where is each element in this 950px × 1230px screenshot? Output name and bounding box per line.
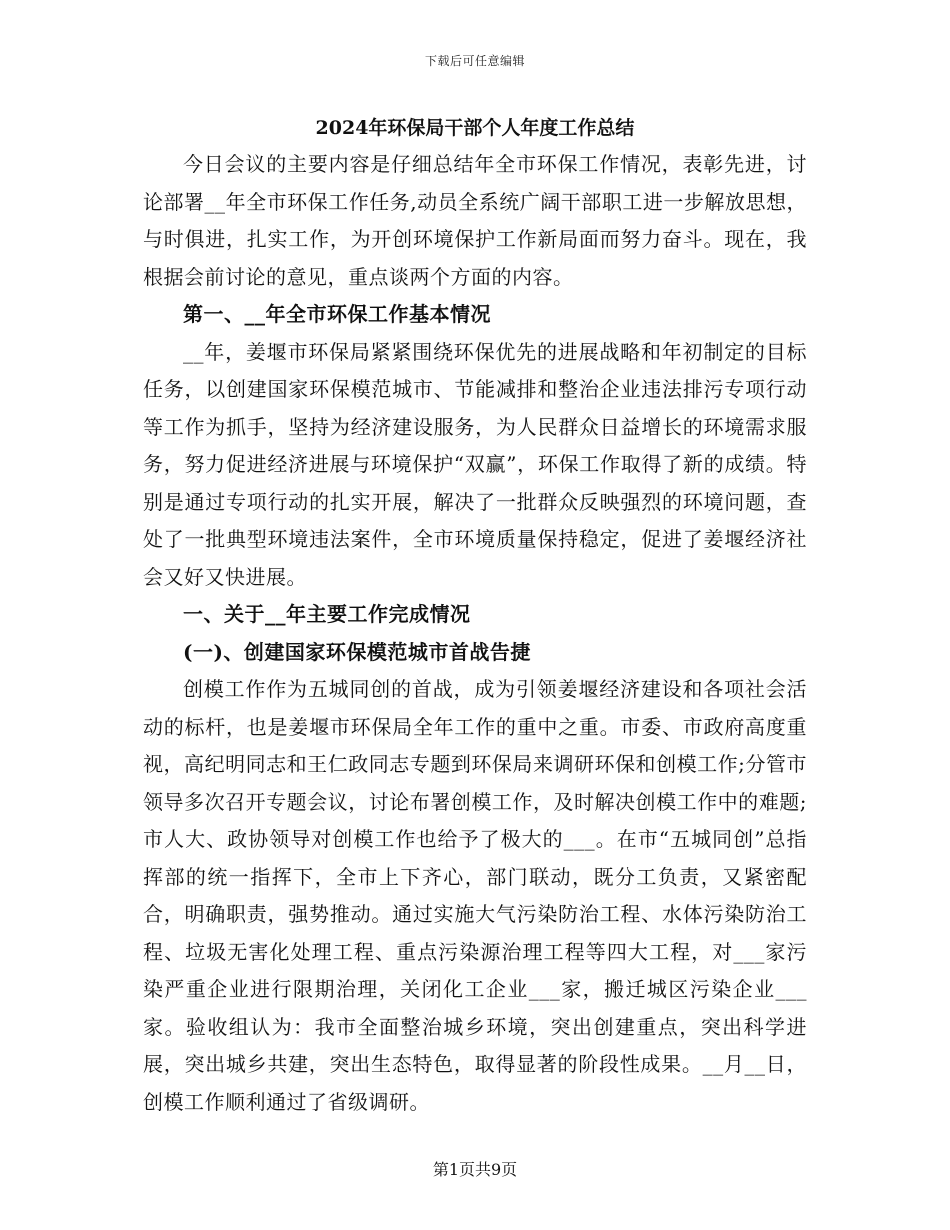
header-note: 下载后可任意编辑 bbox=[424, 54, 525, 68]
item-paragraph: 创模工作作为五城同创的首战，成为引领姜堰经济建设和各项社会活动的标杆，也是姜堰市环保局全年工作的重中之重。市委、市政府高度重视，高纪明同志和王仁政同志专题到环保局来调研环保和创模工作;分管市领导多次召开专题会议，讨论布署创模工作，及时解决创模工作中的难题;市人大、政协领导对创模工作也给予了极大的___。在市“五城同创”总指挥部的统一指挥下，全市上下齐心，部门联动，既分工负责，又紧密配合，明确职责，强势推动。通过实施大气污染防治工程、水体污染防治工程、垃圾无害化处理工程、重点污染源治理工程等四大工程，对___家污染严重企业进行限期治理，关闭化工企业___家，搬迁城区污染企业___家。验收组认为：我市全面整治城乡环境，突出创建重点，突出科学进展，突出城乡共建，突出生态特色，取得显著的阶段性成果。__月__日，创模工作顺利通过了省级调研。 bbox=[143, 677, 807, 1114]
item-heading: (一)、创建国家环保模范城市首战告捷 bbox=[183, 639, 531, 664]
section-heading: 第一、__年全市环保工作基本情况 bbox=[183, 302, 491, 326]
document-title: 2024年环保局干部个人年度工作总结 bbox=[315, 117, 635, 139]
document-body bbox=[143, 110, 807, 1121]
intro-paragraph: 今日会议的主要内容是仔细总结年全市环保工作情况，表彰先进，讨论部署__年全市环保工作任务,动员全系统广阔干部职工进一步解放思想，与时俱进，扎实工作，为开创环境保护工作新局面而努力奋斗。现在，我根据会前讨论的意见，重点谈两个方面的内容。 bbox=[143, 152, 807, 289]
section-paragraph: __年，姜堰市环保局紧紧围绕环保优先的进展战略和年初制定的目标任务，以创建国家环保模范城市、节能减排和整治企业违法排污专项行动等工作为抓手，坚持为经济建设服务，为人民群众日益增长的环境需求服务，努力促进经济进展与环境保护“双赢”，环保工作取得了新的成绩。特别是通过专项行动的扎实开展，解决了一批群众反映强烈的环境问题，查处了一批典型环境违法案件，全市环境质量保持稳定，促进了姜堰经济社会又好又快进展。 bbox=[143, 339, 807, 589]
subsection-heading: 一、关于__年主要工作完成情况 bbox=[183, 602, 471, 626]
page-number: 第1页共9页 bbox=[432, 1160, 518, 1179]
